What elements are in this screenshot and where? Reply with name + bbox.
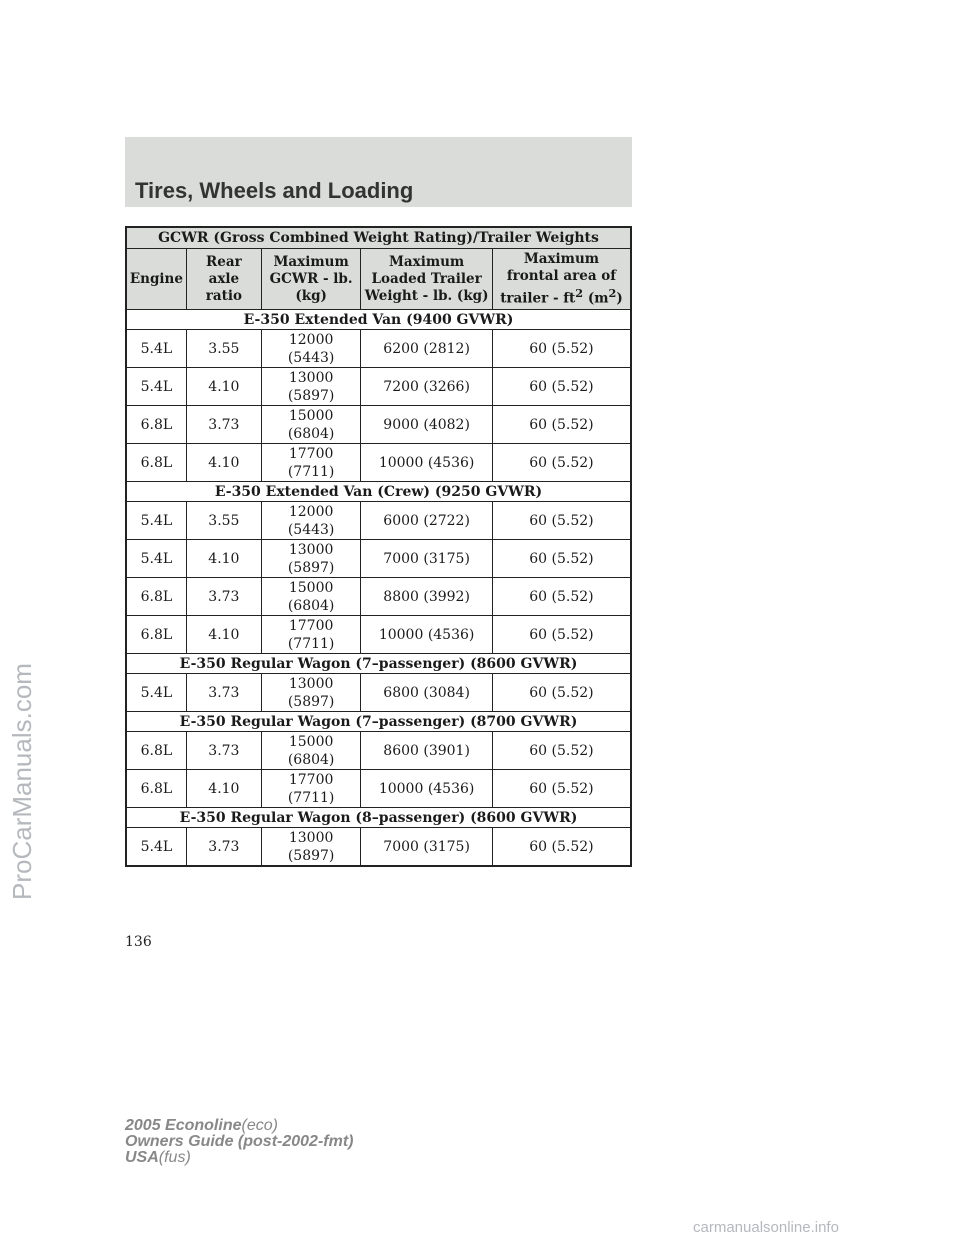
cell-max-frontal-area: 60 (5.52) (492, 578, 631, 616)
cell-axle-ratio: 3.73 (186, 578, 261, 616)
header-text: frontal area of (506, 267, 617, 284)
header-text: GCWR - lb. (269, 270, 353, 287)
gcwr-kg: (7711) (287, 635, 335, 652)
table-row (126, 828, 631, 867)
section-title: Tires, Wheels and Loading (135, 178, 414, 203)
watermark-left: ProCarManuals.com (7, 663, 37, 900)
table-row (126, 368, 631, 406)
cell-max-trailer-weight: 7000 (3175) (361, 828, 493, 867)
cell-max-frontal-area: 60 (5.52) (492, 368, 631, 406)
cell-axle-ratio: 3.73 (186, 732, 261, 770)
cell-max-trailer-weight: 8600 (3901) (361, 732, 493, 770)
cell-max-gcwr (261, 828, 360, 867)
table-body (126, 310, 631, 867)
table-group-row (126, 808, 631, 828)
footer-line-1 (125, 1118, 353, 1134)
header-text: (m (583, 290, 609, 307)
gcwr-kg: (5897) (287, 693, 335, 710)
cell-max-trailer-weight: 6000 (2722) (361, 502, 493, 540)
cell-axle-ratio: 3.73 (186, 828, 261, 867)
gcwr-kg: (5897) (287, 847, 335, 864)
gcwr-lb: 12000 (288, 503, 334, 520)
table-row (126, 732, 631, 770)
cell-axle-ratio: 4.10 (186, 540, 261, 578)
cell-axle-ratio: 4.10 (186, 616, 261, 654)
cell-axle-ratio: 3.73 (186, 406, 261, 444)
cell-max-trailer-weight: 6800 (3084) (361, 674, 493, 712)
gcwr-kg: (5443) (287, 349, 335, 366)
cell-max-frontal-area: 60 (5.52) (492, 502, 631, 540)
cell-max-gcwr (261, 368, 360, 406)
cell-max-gcwr (261, 732, 360, 770)
table-caption: GCWR (Gross Combined Weight Rating)/Trailer Weights (126, 227, 631, 249)
gcwr-lb: 17700 (288, 445, 334, 462)
gcwr-kg: (5897) (287, 559, 335, 576)
footer-guide-name: Owners Guide (post-2002-fmt) (125, 1133, 354, 1150)
gcwr-lb: 17700 (288, 771, 334, 788)
cell-engine: 6.8L (126, 770, 186, 808)
table-row (126, 406, 631, 444)
cell-max-gcwr (261, 770, 360, 808)
gcwr-kg: (7711) (287, 463, 335, 480)
table-group-row (126, 712, 631, 732)
cell-max-gcwr (261, 502, 360, 540)
document-footer (125, 1118, 353, 1166)
watermark-bottom: carmanualsonline.info (693, 1219, 839, 1236)
table-row (126, 502, 631, 540)
header-text: axle (208, 270, 240, 287)
header-max-frontal-area (492, 249, 631, 310)
group-title: E-350 Regular Wagon (7–passenger) (8700 GVWR) (126, 712, 631, 732)
group-title: E-350 Regular Wagon (7–passenger) (8600 GVWR) (126, 654, 631, 674)
cell-axle-ratio: 3.55 (186, 330, 261, 368)
table-header-row (126, 249, 631, 310)
gcwr-kg: (6804) (287, 597, 335, 614)
footer-model: 2005 Econoline (125, 1117, 242, 1134)
table-group-row (126, 654, 631, 674)
cell-max-gcwr (261, 578, 360, 616)
cell-engine: 6.8L (126, 406, 186, 444)
cell-engine: 6.8L (126, 578, 186, 616)
header-text: trailer - ft (500, 290, 576, 307)
cell-engine: 5.4L (126, 674, 186, 712)
footer-market-code: (fus) (158, 1149, 191, 1166)
header-text: (kg) (295, 287, 327, 304)
gcwr-kg: (6804) (287, 751, 335, 768)
cell-axle-ratio: 4.10 (186, 444, 261, 482)
footer-model-code: (eco) (241, 1117, 278, 1134)
header-text: Maximum (523, 250, 600, 267)
header-superscript: 2 (575, 285, 584, 300)
cell-max-trailer-weight: 7200 (3266) (361, 368, 493, 406)
cell-max-trailer-weight: 7000 (3175) (361, 540, 493, 578)
gcwr-lb: 13000 (288, 829, 334, 846)
cell-max-gcwr (261, 406, 360, 444)
cell-axle-ratio: 3.73 (186, 674, 261, 712)
cell-max-trailer-weight: 8800 (3992) (361, 578, 493, 616)
header-text: ratio (205, 287, 242, 304)
cell-max-frontal-area: 60 (5.52) (492, 616, 631, 654)
cell-max-frontal-area: 60 (5.52) (492, 330, 631, 368)
group-title: E-350 Extended Van (9400 GVWR) (126, 310, 631, 330)
table-row (126, 330, 631, 368)
cell-engine: 5.4L (126, 368, 186, 406)
table-row (126, 770, 631, 808)
cell-max-trailer-weight: 10000 (4536) (361, 770, 493, 808)
cell-max-gcwr (261, 330, 360, 368)
cell-engine: 5.4L (126, 540, 186, 578)
gcwr-kg: (7711) (287, 789, 335, 806)
gcwr-kg: (5897) (287, 387, 335, 404)
group-title: E-350 Extended Van (Crew) (9250 GVWR) (126, 482, 631, 502)
cell-max-frontal-area: 60 (5.52) (492, 406, 631, 444)
table-row (126, 578, 631, 616)
cell-max-gcwr (261, 616, 360, 654)
gcwr-lb: 13000 (288, 369, 334, 386)
cell-engine: 5.4L (126, 330, 186, 368)
gcwr-lb: 17700 (288, 617, 334, 634)
table-row (126, 540, 631, 578)
header-engine (126, 249, 186, 310)
footer-line-2 (125, 1134, 353, 1150)
cell-max-frontal-area: 60 (5.52) (492, 770, 631, 808)
gcwr-lb: 13000 (288, 675, 334, 692)
header-max-gcwr (261, 249, 360, 310)
cell-axle-ratio: 4.10 (186, 770, 261, 808)
table-row (126, 616, 631, 654)
header-engine-text: Engine (129, 270, 183, 287)
table-group-row (126, 310, 631, 330)
cell-engine: 6.8L (126, 444, 186, 482)
cell-max-trailer-weight: 10000 (4536) (361, 444, 493, 482)
gcwr-lb: 15000 (288, 579, 334, 596)
page-number: 136 (125, 934, 152, 950)
cell-max-gcwr (261, 540, 360, 578)
gcwr-lb: 15000 (288, 407, 334, 424)
gcwr-lb: 12000 (288, 331, 334, 348)
cell-max-frontal-area: 60 (5.52) (492, 444, 631, 482)
gcwr-trailer-weights-table (125, 226, 632, 867)
cell-max-gcwr (261, 444, 360, 482)
cell-max-frontal-area: 60 (5.52) (492, 828, 631, 867)
header-text: ) (616, 290, 623, 307)
gcwr-lb: 13000 (288, 541, 334, 558)
footer-market: USA (125, 1149, 159, 1166)
cell-engine: 5.4L (126, 502, 186, 540)
cell-axle-ratio: 3.55 (186, 502, 261, 540)
header-text: Loaded Trailer (371, 270, 482, 287)
gcwr-kg: (5443) (287, 521, 335, 538)
cell-axle-ratio: 4.10 (186, 368, 261, 406)
gcwr-lb: 15000 (288, 733, 334, 750)
header-text: Rear (206, 253, 242, 270)
header-text: Weight - lb. (kg) (364, 287, 489, 304)
cell-max-trailer-weight: 9000 (4082) (361, 406, 493, 444)
table-row (126, 674, 631, 712)
header-superscript: 2 (608, 285, 617, 300)
cell-engine: 6.8L (126, 732, 186, 770)
cell-max-trailer-weight: 10000 (4536) (361, 616, 493, 654)
header-rear-axle-ratio (186, 249, 261, 310)
cell-max-frontal-area: 60 (5.52) (492, 732, 631, 770)
header-text: Maximum (388, 253, 465, 270)
table-caption-row (126, 227, 631, 249)
group-title: E-350 Regular Wagon (8–passenger) (8600 GVWR) (126, 808, 631, 828)
cell-max-frontal-area: 60 (5.52) (492, 674, 631, 712)
header-text: Maximum (273, 253, 349, 270)
cell-engine: 5.4L (126, 828, 186, 867)
cell-max-gcwr (261, 674, 360, 712)
cell-engine: 6.8L (126, 616, 186, 654)
cell-max-trailer-weight: 6200 (2812) (361, 330, 493, 368)
footer-line-3 (125, 1150, 353, 1166)
header-max-trailer-weight (361, 249, 493, 310)
gcwr-kg: (6804) (287, 425, 335, 442)
table-group-row (126, 482, 631, 502)
table-row (126, 444, 631, 482)
cell-max-frontal-area: 60 (5.52) (492, 540, 631, 578)
